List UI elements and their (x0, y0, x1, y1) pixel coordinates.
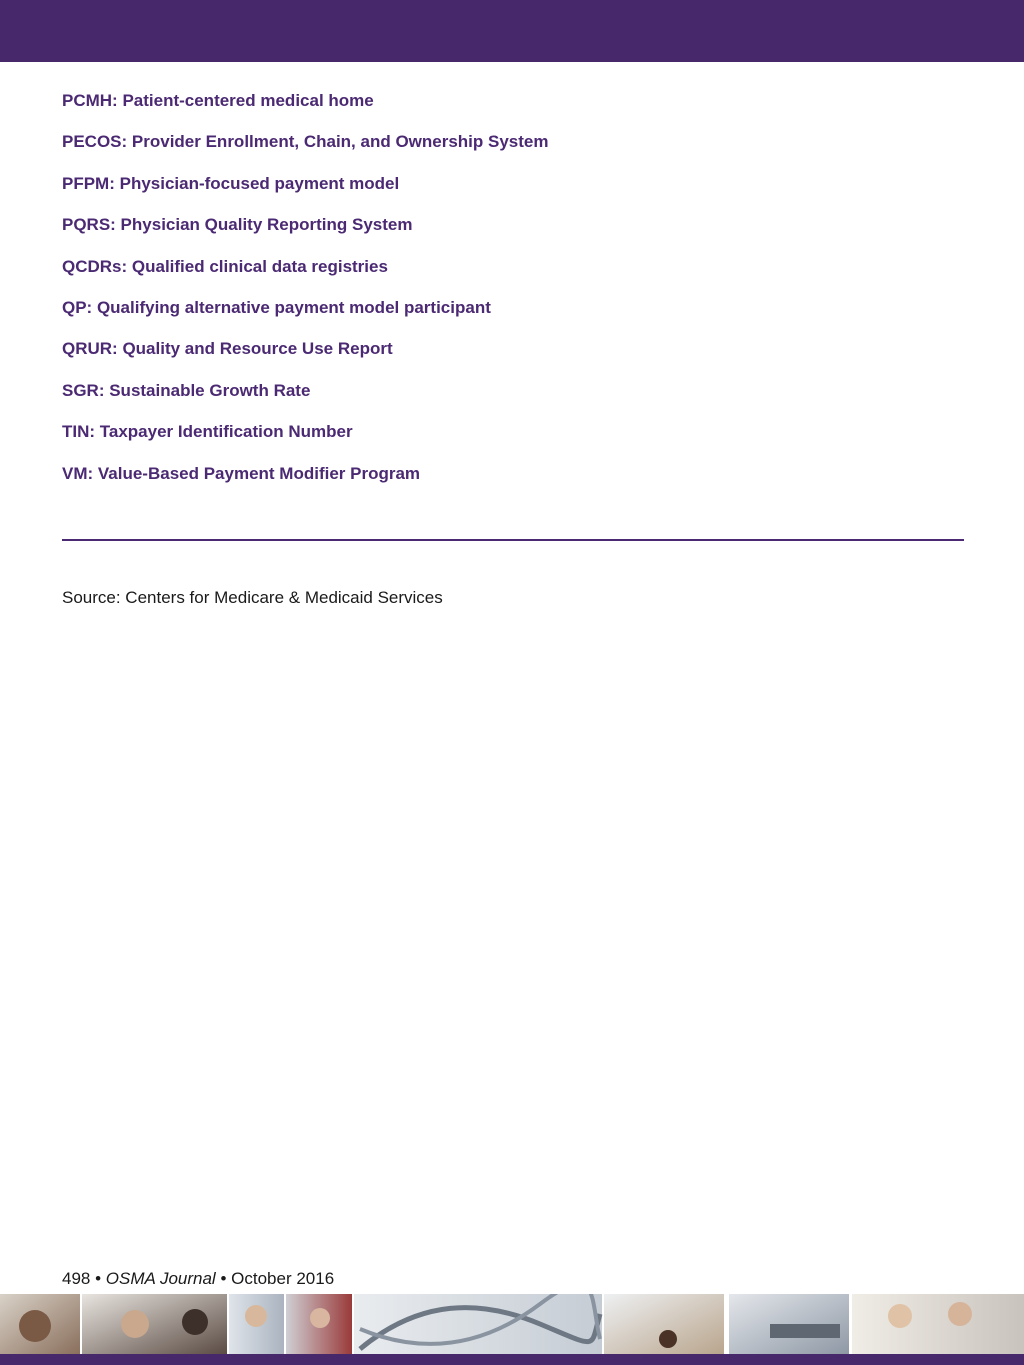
glossary-item: PCMH: Patient-centered medical home (62, 91, 374, 110)
glossary-list (62, 90, 549, 504)
photo-strip-image (0, 1294, 1024, 1354)
glossary-item: PQRS: Physician Quality Reporting System (62, 215, 413, 235)
glossary-item: QCDRs: Qualified clinical data registries (62, 256, 388, 276)
page-footer (62, 1268, 334, 1290)
issue-date: October 2016 (231, 1269, 335, 1288)
page-number: 498 (62, 1269, 91, 1288)
journal-name: OSMA Journal (105, 1269, 216, 1288)
glossary-item: PECOS: Provider Enrollment, Chain, and Ownership System (62, 132, 549, 152)
glossary-item: TIN: Taxpayer Identification Number (62, 422, 353, 442)
glossary-item: QP: Qualifying alternative payment model participant (62, 297, 491, 317)
glossary-item: VM: Value-Based Payment Modifier Program (62, 463, 421, 483)
footer-band (0, 1354, 1024, 1365)
glossary-item: QRUR: Quality and Resource Use Report (62, 339, 393, 359)
photo-strip (0, 1294, 1024, 1354)
glossary-item: PFPM: Physician-focused payment model (62, 173, 400, 193)
glossary-item: SGR: Sustainable Growth Rate (62, 380, 311, 400)
photo-dna-helix (354, 1294, 602, 1354)
bullet-separator: • (95, 1269, 102, 1288)
photo-physicians (852, 1294, 1024, 1354)
header-band (0, 0, 1024, 62)
source-note: Source: Centers for Medicare & Medicaid Services (62, 588, 443, 607)
bullet-separator: • (220, 1269, 227, 1288)
divider (62, 539, 964, 541)
